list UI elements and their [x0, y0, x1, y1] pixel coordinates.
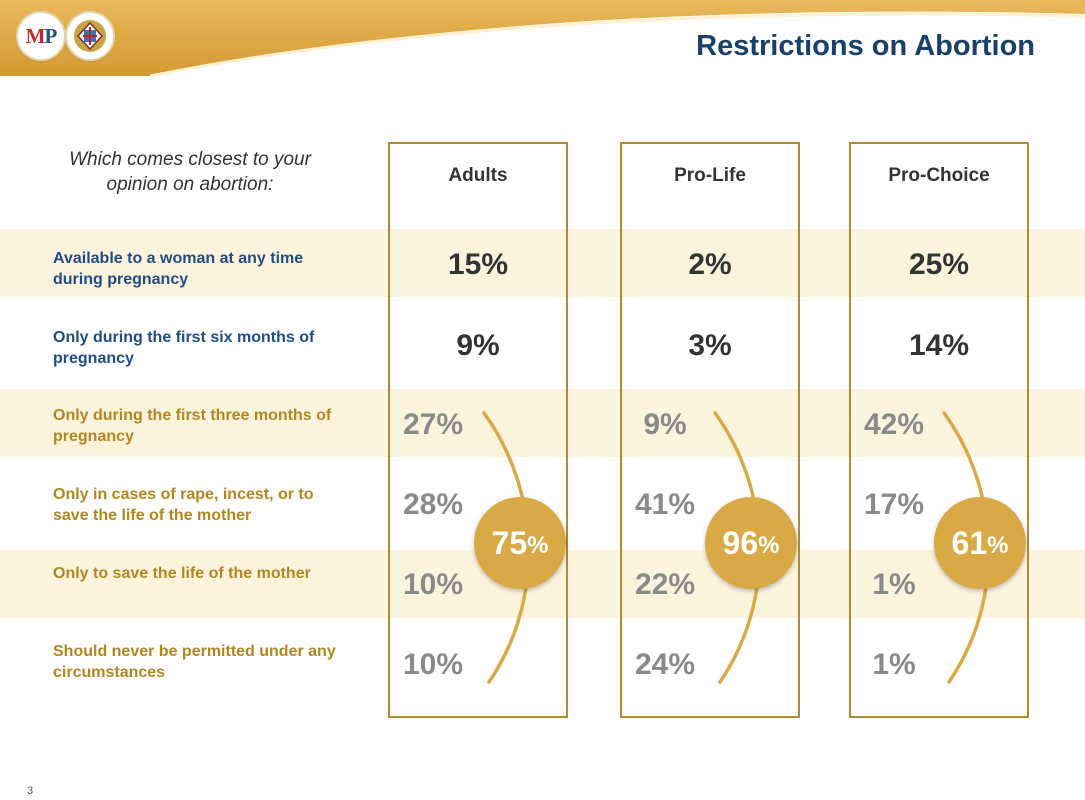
column-header-adults: Adults: [448, 165, 508, 186]
row-label-any-time: Available to a woman at any time during pregnancy: [53, 250, 304, 288]
total-circle-pro-choice: [934, 497, 1026, 589]
value-adults-life-of-mother: 10%: [402, 568, 464, 601]
mp-logo-text: MP: [25, 23, 57, 48]
row-label-life-of-mother: Only to save the life of the mother: [53, 565, 311, 582]
total-unit-pro-life: %: [758, 532, 780, 559]
knights-emblem-logo: [67, 13, 113, 59]
emblem-icon: [71, 17, 109, 55]
value-pro-choice-life-of-mother: 1%: [872, 568, 916, 601]
value-pro-choice-any-time: 25%: [908, 248, 970, 281]
row-label-never: Should never be permitted under any circumstances: [53, 643, 336, 681]
value-adults-six-months: 9%: [456, 329, 500, 362]
total-unit-pro-choice: %: [987, 532, 1009, 559]
value-pro-life-rape-incest-life: 41%: [634, 488, 696, 521]
total-value-adults: 75: [491, 524, 528, 561]
value-adults-rape-incest-life: 28%: [402, 488, 464, 521]
value-pro-choice-six-months: 14%: [908, 329, 970, 362]
value-adults-three-months: 27%: [402, 408, 464, 441]
survey-question: Which comes closest to your opinion on abortion:: [69, 149, 311, 195]
value-pro-choice-rape-incest-life: 17%: [863, 488, 925, 521]
value-pro-life-never: 24%: [634, 648, 696, 681]
value-adults-any-time: 15%: [447, 248, 509, 281]
total-unit-adults: %: [527, 532, 549, 559]
page-number: 3: [27, 785, 34, 797]
column-header-pro-choice: Pro-Choice: [888, 165, 990, 186]
value-adults-never: 10%: [402, 648, 464, 681]
total-value-pro-life: 96: [722, 524, 759, 561]
total-value-pro-choice: 61: [951, 524, 988, 561]
page-title: Restrictions on Abortion: [696, 30, 1035, 62]
row-label-three-months: Only during the first three months of pregnancy: [53, 407, 332, 445]
total-circle-pro-life: [705, 497, 797, 589]
total-circle-adults: [474, 497, 566, 589]
value-pro-life-any-time: 2%: [688, 248, 732, 281]
value-pro-choice-never: 1%: [872, 648, 916, 681]
value-pro-choice-three-months: 42%: [863, 408, 925, 441]
value-pro-life-six-months: 3%: [688, 329, 732, 362]
column-header-pro-life: Pro-Life: [674, 165, 746, 186]
row-label-rape-incest-life: Only in cases of rape, incest, or to save the life of the mother: [53, 486, 314, 524]
row-label-six-months: Only during the first six months of pregnancy: [53, 329, 315, 367]
value-pro-life-life-of-mother: 22%: [634, 568, 696, 601]
mp-logo: [18, 13, 64, 59]
value-pro-life-three-months: 9%: [643, 408, 687, 441]
